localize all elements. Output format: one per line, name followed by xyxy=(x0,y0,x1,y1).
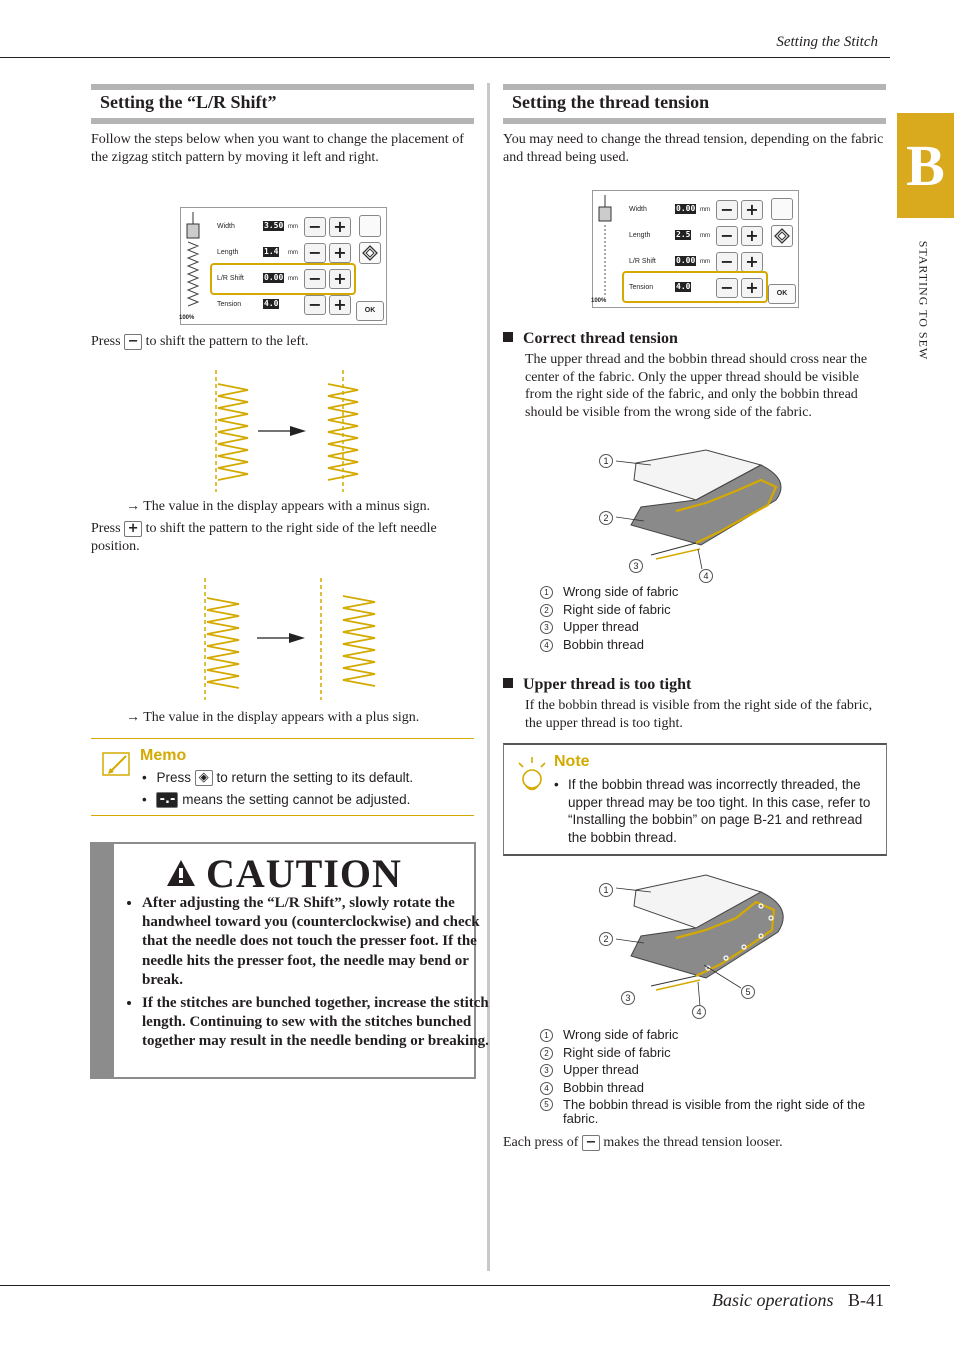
length-plus-button[interactable]: + xyxy=(329,243,351,263)
tight-tension-heading xyxy=(503,676,691,694)
memo-title: Memo xyxy=(140,747,187,764)
length-unit: mm xyxy=(288,250,298,256)
column-divider xyxy=(487,83,490,1271)
note-lightbulb-icon xyxy=(514,755,548,800)
length-value: 2.5 xyxy=(676,230,691,239)
lr-shift-label: L/R Shift xyxy=(629,258,656,265)
correct-tension-fabric-illustration xyxy=(596,445,796,580)
width-unit: mm xyxy=(288,224,298,230)
width-label: Width xyxy=(629,206,647,213)
tension-plus-button[interactable]: + xyxy=(741,278,763,298)
minus-key-icon: − xyxy=(124,334,142,350)
callout-3: 3 xyxy=(621,991,635,1005)
section-bar-top xyxy=(503,84,886,90)
caution-item: • If the stitches are bunched together, increase the stitch length. Continuing to sew with the stitches bunched together may result in the needle bending or breaking. xyxy=(142,994,492,1052)
tension-intro: You may need to change the thread tension, depending on the fabric and thread being used. xyxy=(503,132,884,165)
legend-text: Right side of fabric xyxy=(563,601,671,617)
legend-num: 4 xyxy=(540,639,553,652)
legend-item xyxy=(540,583,678,601)
reset-default-icon[interactable] xyxy=(771,225,793,247)
legend-num: 3 xyxy=(540,621,553,634)
width-unit: mm xyxy=(700,207,710,213)
callout-4: 4 xyxy=(699,569,713,583)
callout-1: 1 xyxy=(599,883,613,897)
legend-num: 4 xyxy=(540,1082,553,1095)
chapter-label: STARTING TO SEW xyxy=(916,240,931,361)
legend-num: 2 xyxy=(540,604,553,617)
length-plus-button[interactable]: + xyxy=(741,226,763,246)
caution-title: CAUTION xyxy=(206,851,402,896)
legend-text: Right side of fabric xyxy=(563,1044,671,1060)
tight-tension-heading-text: Upper thread is too tight xyxy=(523,676,692,693)
press-minus-instruction xyxy=(91,333,471,351)
width-minus-button[interactable]: − xyxy=(304,217,326,237)
legend-text: Wrong side of fabric xyxy=(563,584,679,599)
chapter-tab xyxy=(897,113,954,218)
memo-item1-post: to return the setting to its default. xyxy=(216,770,414,785)
note-title: Note xyxy=(554,753,590,770)
correct-tension-heading xyxy=(503,330,678,348)
zigzag-shift-left-illustration xyxy=(200,370,370,492)
callout-2: 2 xyxy=(599,511,613,525)
legend-item xyxy=(540,1044,880,1062)
lr-shift-plus-button[interactable]: + xyxy=(329,269,351,289)
tension-label: Tension xyxy=(629,284,654,291)
tight-legend xyxy=(540,1026,880,1126)
presser-foot-icon xyxy=(184,212,202,312)
result-minus: → The value in the display appears with a minus sign. xyxy=(126,499,431,514)
legend-text: Wrong side of fabric xyxy=(563,1027,679,1042)
lr-shift-minus-button[interactable]: − xyxy=(304,269,326,289)
footer-section: Basic operations xyxy=(712,1290,834,1310)
legend-text: Upper thread xyxy=(563,619,639,634)
lr-shift-minus-button[interactable]: − xyxy=(716,252,738,272)
running-title: Setting the Stitch xyxy=(776,34,878,50)
memo-item-disabled: • -.- means the setting cannot be adjusted. xyxy=(142,792,411,808)
memo-icon xyxy=(102,750,134,783)
width-plus-button[interactable]: + xyxy=(741,200,763,220)
legend-num: 3 xyxy=(540,1064,553,1077)
lr-shift-plus-button[interactable]: + xyxy=(741,252,763,272)
legend-num: 1 xyxy=(540,1029,553,1042)
press-plus-pre: Press xyxy=(91,521,121,536)
tension-plus-button[interactable]: + xyxy=(329,295,351,315)
header-rule xyxy=(0,57,890,58)
length-unit: mm xyxy=(700,233,710,239)
legend-item xyxy=(540,1079,880,1097)
caution-side-bar xyxy=(92,844,114,1077)
memo-item-reset: • Press ◈ to return the setting to its default. xyxy=(142,770,414,786)
legend-text: Bobbin thread xyxy=(563,1079,644,1095)
width-value: 0.00 xyxy=(676,204,696,213)
lr-shift-value: 0.00 xyxy=(676,256,696,265)
legend-text: Bobbin thread xyxy=(563,636,644,652)
zoom-level: 100% xyxy=(591,298,607,304)
legend-item xyxy=(540,1061,880,1079)
length-minus-button[interactable]: − xyxy=(304,243,326,263)
correct-tension-text: The upper thread and the bobbin thread should cross near the center of the fabric. Only the upper thread should be visible from the right side of the fabric, and only the bobbin thread should be visible from the wrong side of the fabric. xyxy=(525,352,868,420)
length-label: Length xyxy=(629,232,651,239)
legend-text: The bobbin thread is visible from the right side of the fabric. xyxy=(563,1097,866,1126)
tension-value: 4.0 xyxy=(676,282,691,291)
tension-label: Tension xyxy=(217,301,242,308)
footer xyxy=(712,1290,884,1311)
zoom-level: 100% xyxy=(179,315,195,321)
section-bar-top xyxy=(91,84,474,90)
legend-text: Upper thread xyxy=(563,1062,639,1077)
press-minus-post: to shift the pattern to the left. xyxy=(145,334,309,349)
note-box xyxy=(503,743,887,856)
length-label: Length xyxy=(217,249,239,256)
minus-key-icon: − xyxy=(582,1135,600,1151)
memo-top-rule xyxy=(91,738,474,739)
press-plus-post: to shift the pattern to the right side of the left needle position. xyxy=(91,521,437,554)
lr-shift-unit: mm xyxy=(288,276,298,282)
press-minus-pre: Press xyxy=(91,334,121,349)
mirror-icon[interactable] xyxy=(771,198,793,220)
ok-button[interactable]: OK xyxy=(356,301,384,321)
lr-shift-label: L/R Shift xyxy=(217,275,244,282)
looser-pre: Each press of xyxy=(503,1135,579,1150)
caution-item: • After adjusting the “L/R Shift”, slowly rotate the handwheel toward you (counterclockwise) and check that the needle does not touch the presser foot. If the needle hits the presser foot, the needle may bend or break. xyxy=(142,894,492,990)
width-value: 3.50 xyxy=(264,221,284,230)
ok-button[interactable]: OK xyxy=(768,284,796,304)
bullet-square xyxy=(503,678,513,688)
length-value: 1.4 xyxy=(264,247,279,256)
disabled-key-icon: -.- xyxy=(156,792,178,808)
callout-3: 3 xyxy=(629,559,643,573)
note-text: If the bobbin thread was incorrectly threaded, the upper thread may be too tight. In this case, refer to “Installing the bobbin” on page B-21 and rethread the bobbin thread. xyxy=(568,777,871,845)
presser-foot-icon xyxy=(596,195,614,295)
bullet-square xyxy=(503,332,513,342)
legend-item xyxy=(540,618,678,636)
tension-value: 4.0 xyxy=(264,299,279,308)
chapter-tab-letter: B xyxy=(906,133,945,198)
callout-2: 2 xyxy=(599,932,613,946)
legend-num: 2 xyxy=(540,1047,553,1060)
zigzag-shift-right-illustration xyxy=(195,578,385,700)
legend-item xyxy=(540,636,678,654)
plus-key-icon: + xyxy=(124,521,142,537)
looser-instruction xyxy=(503,1134,888,1152)
legend-item xyxy=(540,601,678,619)
caution-list xyxy=(118,894,492,1052)
memo-bottom-rule xyxy=(91,815,474,816)
tension-minus-button[interactable]: − xyxy=(304,295,326,315)
legend-item xyxy=(540,1098,880,1126)
lr-shift-value: 0.00 xyxy=(264,273,284,282)
callout-5: 5 xyxy=(741,985,755,999)
width-plus-button[interactable]: + xyxy=(329,217,351,237)
lr-shift-unit: mm xyxy=(700,259,710,265)
width-label: Width xyxy=(217,223,235,230)
tension-panel xyxy=(592,190,799,308)
footer-rule xyxy=(0,1285,890,1286)
mirror-icon[interactable] xyxy=(359,215,381,237)
reset-default-icon[interactable] xyxy=(359,242,381,264)
section-title-lr-shift: Setting the “L/R Shift” xyxy=(100,92,277,112)
legend-item xyxy=(540,1026,880,1044)
caution-box xyxy=(90,842,489,1079)
result-plus: → The value in the display appears with a plus sign. xyxy=(126,710,420,725)
warning-triangle-icon xyxy=(166,858,196,893)
reset-key-icon: ◈ xyxy=(195,770,213,786)
callout-4: 4 xyxy=(692,1005,706,1019)
lr-intro: Follow the steps below when you want to change the placement of the zigzag stitch pattern by moving it left and right. xyxy=(91,132,464,165)
page-number: B-41 xyxy=(848,1290,884,1310)
tight-tension-text: If the bobbin thread is visible from the right side of the fabric, the upper thread is too tight. xyxy=(525,698,873,731)
legend-num: 5 xyxy=(540,1098,553,1111)
width-minus-button[interactable]: − xyxy=(716,200,738,220)
memo-item2-post: means the setting cannot be adjusted. xyxy=(182,792,411,807)
looser-post: makes the thread tension looser. xyxy=(603,1135,783,1150)
callout-1: 1 xyxy=(599,454,613,468)
memo-item1-pre: Press xyxy=(156,770,191,785)
lr-shift-panel xyxy=(180,207,387,325)
section-bar-bottom xyxy=(503,118,886,124)
section-bar-bottom xyxy=(91,118,474,124)
legend-num: 1 xyxy=(540,586,553,599)
correct-legend xyxy=(540,583,678,653)
section-title-tension: Setting the thread tension xyxy=(512,92,710,112)
length-minus-button[interactable]: − xyxy=(716,226,738,246)
note-item: • If the bobbin thread was incorrectly threaded, the upper thread may be too tight. In this case, refer to “Installing the bobbin” on page B-21 and rethread the bobbin thread. xyxy=(554,776,884,846)
tension-minus-button[interactable]: − xyxy=(716,278,738,298)
press-plus-instruction xyxy=(91,520,473,555)
correct-tension-heading-text: Correct thread tension xyxy=(523,330,678,347)
